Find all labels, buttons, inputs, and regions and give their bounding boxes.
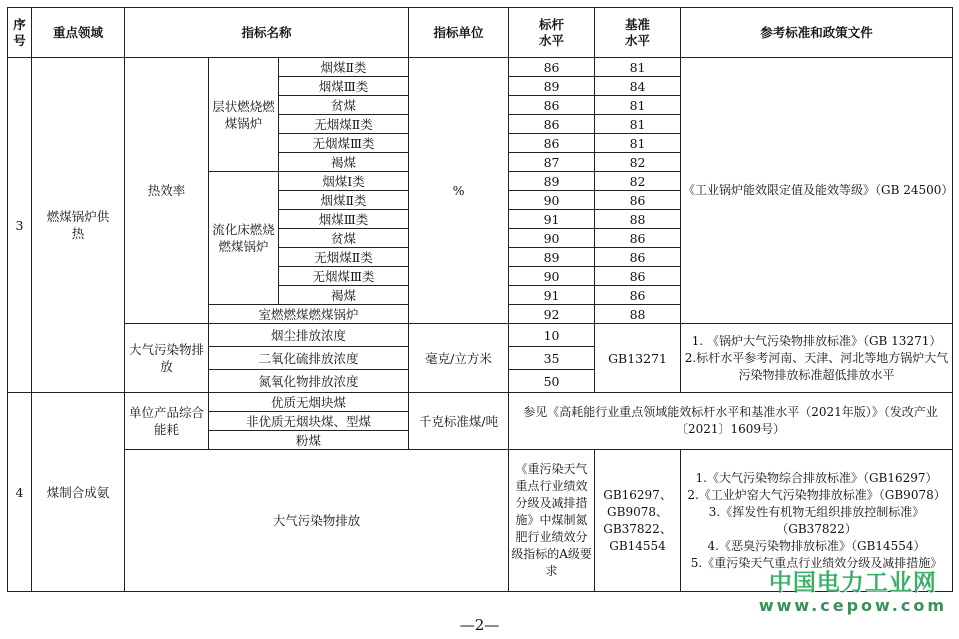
indicator-table [7, 7, 953, 592]
air-reference-1: 1. 《锅炉大气污染物排放标准》（GB 13271） [691, 333, 942, 348]
baseline-value: 81 [595, 134, 681, 153]
coal-type: 烟煤Ⅱ类 [279, 58, 409, 77]
coal-type: 无烟煤Ⅲ类 [279, 134, 409, 153]
baseline-value: 86 [595, 191, 681, 210]
baseline-value: 86 [595, 248, 681, 267]
baseline-value: 81 [595, 96, 681, 115]
baseline-value: 88 [595, 305, 681, 324]
air-pollutant-label: 大气污染物排放 [125, 450, 509, 592]
baseline-value: 86 [595, 267, 681, 286]
baseline-value: 81 [595, 58, 681, 77]
benchmark-value: 91 [509, 210, 595, 229]
air-benchmark: 《重污染天气重点行业绩效分级及减排措施》中煤制氮肥行业绩效分级指标的A级要求 [509, 450, 595, 592]
air-reference-item: 2.《工业炉窑大气污染物排放标准》（GB9078） [687, 487, 946, 502]
efficiency-reference: 《工业锅炉能效限定值及能效等级》（GB 24500） [681, 58, 953, 324]
baseline-value: 88 [595, 210, 681, 229]
watermark-title: 中国电力工业网 [768, 570, 937, 596]
baseline-value: 81 [595, 115, 681, 134]
benchmark-value: 86 [509, 115, 595, 134]
watermark-logo [759, 570, 947, 616]
benchmark-value: 90 [509, 229, 595, 248]
table-row [8, 393, 953, 412]
benchmark-value: 90 [509, 191, 595, 210]
baseline-value: 86 [595, 229, 681, 248]
air-baseline: GB16297、GB9078、GB37822、GB14554 [595, 450, 681, 592]
watermark-url: www.cepow.com [758, 596, 947, 615]
header-field: 重点领域 [32, 8, 125, 58]
air-pollutant-label: 大气污染物排放 [125, 324, 209, 393]
table-row [8, 58, 953, 77]
grate-boiler-group: 层状燃烧燃煤锅炉 [209, 58, 279, 172]
benchmark-value: 50 [509, 370, 595, 393]
air-reference-2: 2.标杆水平参考河南、天津、河北等地方锅炉大气污染物排放标准超低排放水平 [684, 350, 949, 382]
energy-reference: 参见《高耗能行业重点领域能效标杆水平和基准水平（2021年版）》（发改产业〔2021〕1609号） [509, 393, 953, 450]
seq-4: 4 [8, 393, 32, 592]
coal-type: 烟煤Ⅲ类 [279, 210, 409, 229]
coal-type: 褐煤 [279, 286, 409, 305]
air-reference-item: 3.《挥发性有机物无组织排放控制标准》（GB37822） [708, 504, 925, 536]
benchmark-value: 86 [509, 58, 595, 77]
header-reference: 参考标准和政策文件 [681, 8, 953, 58]
coal-type: 无烟煤Ⅱ类 [279, 248, 409, 267]
header-seq: 序号 [8, 8, 32, 58]
benchmark-value: 10 [509, 324, 595, 347]
coal-type: 烟煤Ⅲ类 [279, 77, 409, 96]
benchmark-value: 89 [509, 172, 595, 191]
unit-percent: % [409, 58, 509, 324]
air-reference [681, 324, 953, 393]
coal-type: 贫煤 [279, 96, 409, 115]
pollutant-name: 烟尘排放浓度 [209, 324, 409, 347]
air-reference-item: 5.《重污染天气重点行业绩效分级及减排措施》 [690, 555, 943, 570]
benchmark-value: 87 [509, 153, 595, 172]
energy-unit: 千克标准煤/吨 [409, 393, 509, 450]
benchmark-value: 35 [509, 347, 595, 370]
thermal-efficiency-label: 热效率 [125, 58, 209, 324]
field-coal-boiler: 燃煤锅炉供热 [32, 58, 125, 393]
baseline-value: 82 [595, 153, 681, 172]
coal-type: 优质无烟块煤 [209, 393, 409, 412]
coal-type: 贫煤 [279, 229, 409, 248]
air-reference-item: 1.《大气污染物综合排放标准》（GB16297） [695, 470, 938, 485]
coal-type: 烟煤Ⅱ类 [279, 191, 409, 210]
air-baseline: GB13271 [595, 324, 681, 393]
header-benchmark: 标杆水平 [509, 8, 595, 58]
coal-type: 褐煤 [279, 153, 409, 172]
baseline-value: 86 [595, 286, 681, 305]
air-reference-item: 4.《恶臭污染物排放标准》（GB14554） [707, 538, 926, 553]
benchmark-value: 89 [509, 248, 595, 267]
coal-type: 烟煤Ⅰ类 [279, 172, 409, 191]
benchmark-value: 91 [509, 286, 595, 305]
benchmark-value: 86 [509, 96, 595, 115]
coal-type: 粉煤 [209, 431, 409, 450]
benchmark-value: 86 [509, 134, 595, 153]
pollutant-name: 二氧化硫排放浓度 [209, 347, 409, 370]
page-number: —2— [459, 616, 500, 634]
header-row [8, 8, 953, 58]
coal-type: 无烟煤Ⅲ类 [279, 267, 409, 286]
field-ammonia: 煤制合成氨 [32, 393, 125, 592]
energy-consumption-label: 单位产品综合能耗 [125, 393, 209, 450]
header-baseline: 基准水平 [595, 8, 681, 58]
benchmark-value: 90 [509, 267, 595, 286]
pollutant-name: 氮氧化物排放浓度 [209, 370, 409, 393]
table-row [8, 324, 953, 347]
baseline-value: 82 [595, 172, 681, 191]
baseline-value: 84 [595, 77, 681, 96]
seq-3: 3 [8, 58, 32, 393]
cfb-boiler-group: 流化床燃烧燃煤锅炉 [209, 172, 279, 305]
air-unit: 毫克/立方米 [409, 324, 509, 393]
benchmark-value: 89 [509, 77, 595, 96]
pulverized-boiler: 室燃燃煤燃煤锅炉 [209, 305, 409, 324]
coal-type: 非优质无烟块煤、型煤 [209, 412, 409, 431]
coal-type: 无烟煤Ⅱ类 [279, 115, 409, 134]
benchmark-value: 92 [509, 305, 595, 324]
header-indicator: 指标名称 [125, 8, 409, 58]
header-unit: 指标单位 [409, 8, 509, 58]
